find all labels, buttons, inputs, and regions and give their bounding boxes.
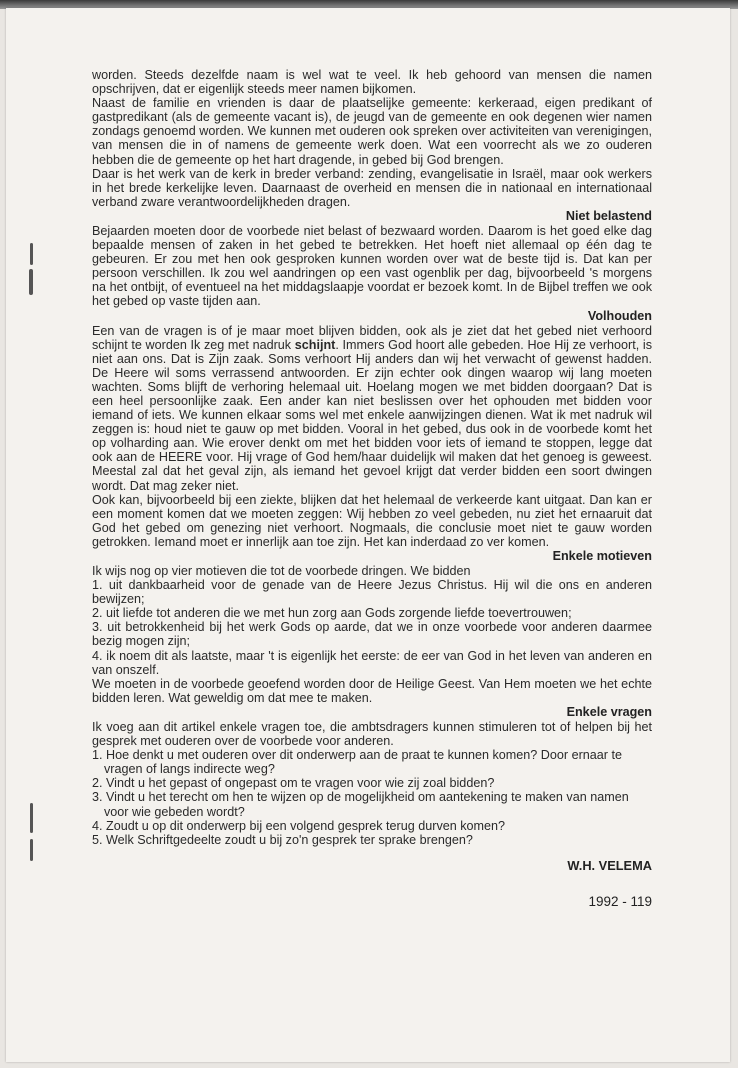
article-body (92, 68, 652, 909)
question-item: 4. Zoudt u op dit onderwerp bij een volgend gesprek terug durven komen? (92, 818, 506, 833)
section-heading-enkele-motieven: Enkele motieven (552, 549, 652, 563)
author-name: W.H. VELEMA (567, 857, 652, 873)
text-run: Een van de vragen is of je maar moet blijven bidden, ook als je ziet dat het gebed niet verhoord schijnt te worden Ik zeg met nadruk (92, 323, 652, 352)
motive-item: 3. uit betrokkenheid bij het werk Gods op aarde, dat we in onze voorbede voor anderen daarmee bezig mogen zijn; (92, 620, 652, 649)
question-item: 5. Welk Schriftgedeelte zoudt u bij zo'n gesprek ter sprake brengen? (92, 832, 473, 847)
paragraph: Ook kan, bijvoorbeeld bij een ziekte, blijken dat het helemaal de verkeerde kant uitgaat. Dan kan er een moment komen dat we moeten zeggen: Wij hebben zo veel gebeden, nu ziet het ernaaruit dat God het gebed om genezing niet verhoort. Nogmaals, die conclusie moet niet te gauw worden getrokken. Iemand moet er innerlijk aan toe zijn. Het kan inderdaad zo ver komen. (92, 492, 652, 549)
text-run: . Immers God hoort alle gebeden. Hoe Hij ze verhoort, is niet aan ons. Dat is Zijn zaak. Soms verhoort Hij anders dan wij het verwacht of gewenst hadden. De Heere wil soms verrassend antwoorden. Er zijn echter ook dingen waarop wij lang moeten wachten. Soms blijft de verhoring helemaal uit. Hoelang mogen we met bidden doorgaan? Dat is een heel persoonlijke zaak. Een ander kan niet beslissen over het ophouden met bidden voor iemand of iets. We kunnen elkaar soms wel met enkele aanwijzingen dienen. Wat ik met nadruk wil zeggen is: houd niet te gauw op met bidden. Vooral in het gebed, dus ook in de voorbede komt het op volharding aan. Wie erover denkt om met het bidden voor iets of iemand te stoppen, legge dat ook aan de HEERE voor. Hij vrage of God hem/haar duidelijk wil maken dat het genoeg is geweest. Meestal zal dat het geval zijn, als iemand het gevoel krijgt dat verder bidden een soort dwingen wordt. Dat mag zeker niet. (92, 337, 652, 493)
question-item: 3. Vindt u het terecht om hen te wijzen op de mogelijkheid om aantekening te maken van namen voor wie gebeden wordt? (92, 790, 629, 819)
paragraph: worden. Steeds dezelfde naam is wel wat te veel. Ik heb gehoord van mensen die namen opschrijven, dat er eigenlijk steeds meer namen bijkomen. (92, 68, 652, 97)
question-item: 1. Hoe denkt u met ouderen over dit onderwerp aan de praat te kunnen komen? Door ernaar te vragen of langs indirecte weg? (92, 748, 622, 777)
question-item: 2. Vindt u het gepast of ongepast om te vragen voor wie zij zoal bidden? (92, 776, 495, 791)
section-heading-enkele-vragen: Enkele vragen (566, 704, 652, 719)
question-list (92, 748, 652, 847)
emphasis-schijnt: schijnt (294, 337, 336, 352)
motive-item: 4. ik noem dit als laatste, maar 't is eigenlijk het eerste: de eer van God in het leven van anderen en van onszelf. (92, 648, 652, 677)
section-heading-volhouden: Volhouden (587, 308, 652, 323)
motive-item: 1. uit dankbaarheid voor de genade van de Heere Jezus Christus. Hij wil die ons en anderen bewijzen; (92, 578, 652, 607)
paragraph: Ik voeg aan dit artikel enkele vragen toe, die ambtsdragers kunnen stimuleren tot of helpen bij het gesprek met ouderen over de voorbede voor anderen. (92, 719, 652, 749)
page-number: 1992 - 119 (588, 893, 652, 909)
paragraph: Naast de familie en vrienden is daar de plaatselijke gemeente: kerkeraad, eigen predikant of gastpredikant (als de gemeente vacant is), de jeugd van de gemeente en ook degenen wier namen zondags genoemd worden. We kunnen met ouderen ook spreken over activiteiten van verenigingen, van mensen die in of namens de gemeente werk doen. Wat een voorrecht als we zo ouderen hebben die de gemeente op het hart dragende, in gebed bij God brengen. (92, 96, 652, 167)
paragraph: Ik wijs nog op vier motieven die tot de voorbede dringen. We bidden (92, 564, 471, 578)
section-heading-niet-belastend: Niet belastend (565, 208, 652, 223)
paragraph (92, 324, 652, 493)
paragraph: We moeten in de voorbede geoefend worden door de Heilige Geest. Van Hem moeten we het echte bidden leren. Wat geweldig om dat mee te maken. (92, 676, 652, 705)
binding-staple-bottom (24, 803, 38, 861)
binding-staple-top (24, 243, 38, 295)
motive-item: 2. uit liefde tot anderen die we met hun zorg aan Gods zorgende liefde toevertrouwen; (92, 606, 572, 621)
paragraph: Bejaarden moeten door de voorbede niet belast of bezwaard worden. Daarom is het goed elke dag bepaalde mensen of zaken in het gebed te betrekken. Het hoeft niet allemaal op één dag te gebeuren. Er zou met hen ook gesproken kunnen worden over wat de beste tijd is. Dat kan per persoon verschillen. Ik zou wel aandringen op een vast ogenblik per dag, bijvoorbeeld 's morgens na het ontbijt, of eventueel na het middagslaapje voordat er bezoek komt. In de Bijbel treffen we ook het gebed op vaste tijden aan. (92, 223, 652, 309)
paragraph: Daar is het werk van de kerk in breder verband: zending, evangelisatie in Israël, maar ook werkers in het brede kerkelijke leven. Daarnaast de overheid en mensen die in nationaal en internationaal verband zware verantwoordelijkheden dragen. (92, 166, 652, 209)
